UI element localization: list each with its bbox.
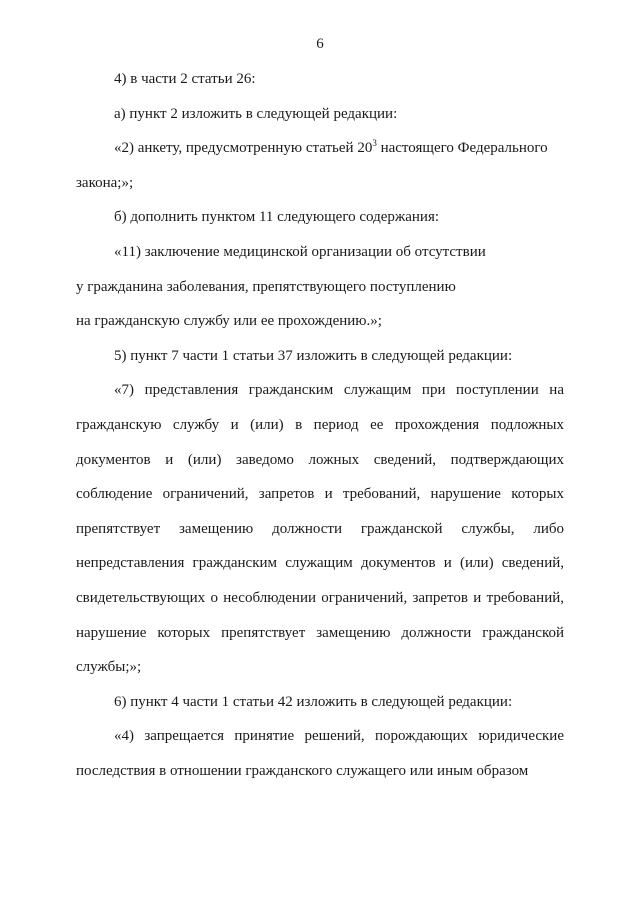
document-body [76,62,564,788]
paragraph-item-6: 6) пункт 4 части 1 статьи 42 изложить в следующей редакции: [114,693,513,710]
paragraph-item-4: 4) в части 2 статьи 26: [114,71,256,87]
paragraph-item-4a-text [76,131,564,166]
paragraph-item-4b-text-line2: у гражданина заболевания, препятствующего поступлению [76,278,456,295]
paragraph-item-4b-text-line3: на гражданскую службу или ее прохождению.»; [76,313,382,330]
paragraph-item-4a: а) пункт 2 изложить в следующей редакции: [114,105,398,122]
paragraph-item-5-text: «7) представления гражданским служащим при поступлении на гражданскую службу и (или) в период ее прохождения подложных документов и (или) заведомо ложных сведений, подтверждающих соблюдение ограничений, запретов и требований, нарушение которых препятствует замещению должности гражданской службы, либо непредставления гражданским служащим документов и (или) сведений, свидетельствующих о несоблюдении ограничений, запретов и требований, нарушение которых препятствует замещению должности гражданской службы;»; [76,382,564,676]
superscript: 3 [372,138,377,149]
page-number: 6 [316,36,324,52]
paragraph-item-4b: б) дополнить пунктом 11 следующего содержания: [114,209,440,226]
paragraph-item-5: 5) пункт 7 части 1 статьи 37 изложить в следующей редакции: [114,347,513,364]
paragraph-item-4b-text-line1: «11) заключение медицинской организации об отсутствии [114,243,486,260]
text-fragment: настоящего Федерального [376,140,548,157]
text-fragment: «2) анкету, предусмотренную статьей 20 [114,140,373,157]
paragraph-item-4a-text-end: закона;»; [76,174,134,191]
paragraph-item-6-text: «4) запрещается принятие решений, порождающих юридические последствия в отношении гражданского служащего или иным образом [76,728,564,779]
